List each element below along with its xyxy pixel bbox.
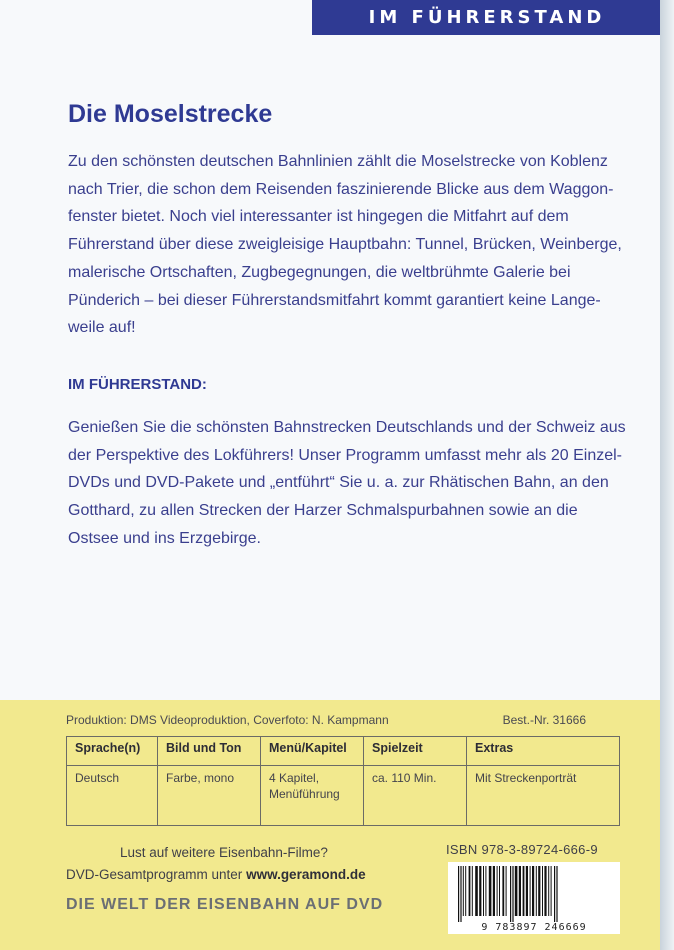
barcode-bar: [554, 866, 555, 922]
barcode-bar: [538, 866, 540, 916]
order-number: Best.-Nr. 31666: [502, 713, 586, 727]
spec-header-row: [67, 737, 620, 766]
spec-header-picture-sound: Bild und Ton: [158, 737, 261, 766]
barcode-bar: [530, 866, 531, 916]
page-title: Die Moselstrecke: [68, 100, 273, 128]
barcode-bar: [523, 866, 525, 916]
barcode-bar: [475, 866, 478, 916]
barcode-bar: [463, 866, 464, 916]
tagline: DIE WELT DER EISENBAHN AUF DVD: [66, 896, 384, 913]
promo-text: [66, 842, 366, 886]
spec-table: [66, 736, 620, 826]
barcode-bar: [502, 866, 504, 916]
barcode-bar: [499, 866, 500, 916]
barcode-bar: [512, 866, 513, 922]
barcode-bar: [506, 866, 507, 916]
spec-header-language: Sprache(n): [67, 737, 158, 766]
series-paragraph: Genießen Sie die schönsten Bahnstrecken Deutschlands und der Schweiz aus der Perspektive des Lokführers! Unser Programm umfasst mehr als 20 Einzel-DVDs und DVD-Pakete und „entführt“ Sie u. a. zur Rhätischen Bahn, an den Gotthard, zu allen Strecken der Harzer Schmalspurbahnen sowie an die Ostsee und ins Erzgebirge.: [68, 419, 626, 547]
barcode-bar: [469, 866, 471, 916]
promo-line: Lust auf weitere Eisenbahn-Filme?: [120, 845, 328, 860]
website-link[interactable]: www.geramond.de: [246, 867, 366, 882]
barcode-bar: [536, 866, 537, 916]
promo-prefix: DVD-Gesamtprogramm unter: [66, 867, 247, 882]
spec-header-menu-chapters: Menü/Kapitel: [261, 737, 364, 766]
spec-value-picture-sound: Farbe, mono: [158, 766, 261, 826]
barcode-bar: [519, 866, 521, 916]
description-paragraph: Zu den schönsten deutschen Bahnlinien zählt die Moselstrecke von Koblenz nach Trier, die schon dem Reisenden faszinierende Blicke aus dem Waggonfenster bietet. Noch viel interessanter ist hingegen die Mitfahrt auf dem Führerstand über diese zweigleisige Hauptbahn: Tunnel, Brücken, Weinberge, malerische Ortschaften, Zugbegegnungen, die weltbrühmte Galerie bei Pünderich – bei dieser Führerstandsmitfahrt kommt garantiert keine Langeweile auf!: [68, 153, 622, 337]
barcode-bar: [497, 866, 498, 916]
spec-header-runtime: Spielzeit: [364, 737, 467, 766]
barcode-bar: [510, 866, 511, 922]
barcode-bar: [551, 866, 552, 916]
spec-value-runtime: ca. 110 Min.: [364, 766, 467, 826]
spec-value-extras: Mit Streckenporträt: [467, 766, 620, 826]
barcode: [448, 862, 620, 934]
series-heading: IM FÜHRERSTAND:: [68, 376, 207, 393]
barcode-bar: [465, 866, 466, 916]
barcode-digits: 9 783897 246669: [481, 922, 587, 933]
series-banner: IM FÜHRERSTAND: [312, 0, 662, 35]
barcode-bar: [532, 866, 534, 916]
spec-value-menu-chapters: 4 Kapitel, Menüführung: [261, 766, 364, 826]
barcode-bar: [485, 866, 486, 916]
barcode-bars: [456, 866, 612, 922]
spec-value-row: [67, 766, 620, 826]
isbn: ISBN 978-3-89724-666-9: [446, 842, 598, 857]
barcode-bar: [472, 866, 473, 916]
barcode-bar: [493, 866, 495, 916]
production-credits: Produktion: DMS Videoproduktion, Coverfoto: N. Kampmann: [66, 713, 389, 727]
barcode-bar: [483, 866, 484, 916]
cover-edge: [660, 0, 674, 950]
barcode-bar: [479, 866, 481, 916]
barcode-bar: [489, 866, 492, 916]
barcode-bar: [542, 866, 543, 916]
barcode-bar: [526, 866, 528, 916]
barcode-bar: [556, 866, 557, 922]
barcode-bar: [458, 866, 459, 922]
spec-header-extras: Extras: [467, 737, 620, 766]
barcode-bar: [544, 866, 546, 916]
barcode-bar: [548, 866, 549, 916]
barcode-bar: [460, 866, 461, 922]
barcode-bar: [515, 866, 518, 916]
spec-value-language: Deutsch: [67, 766, 158, 826]
